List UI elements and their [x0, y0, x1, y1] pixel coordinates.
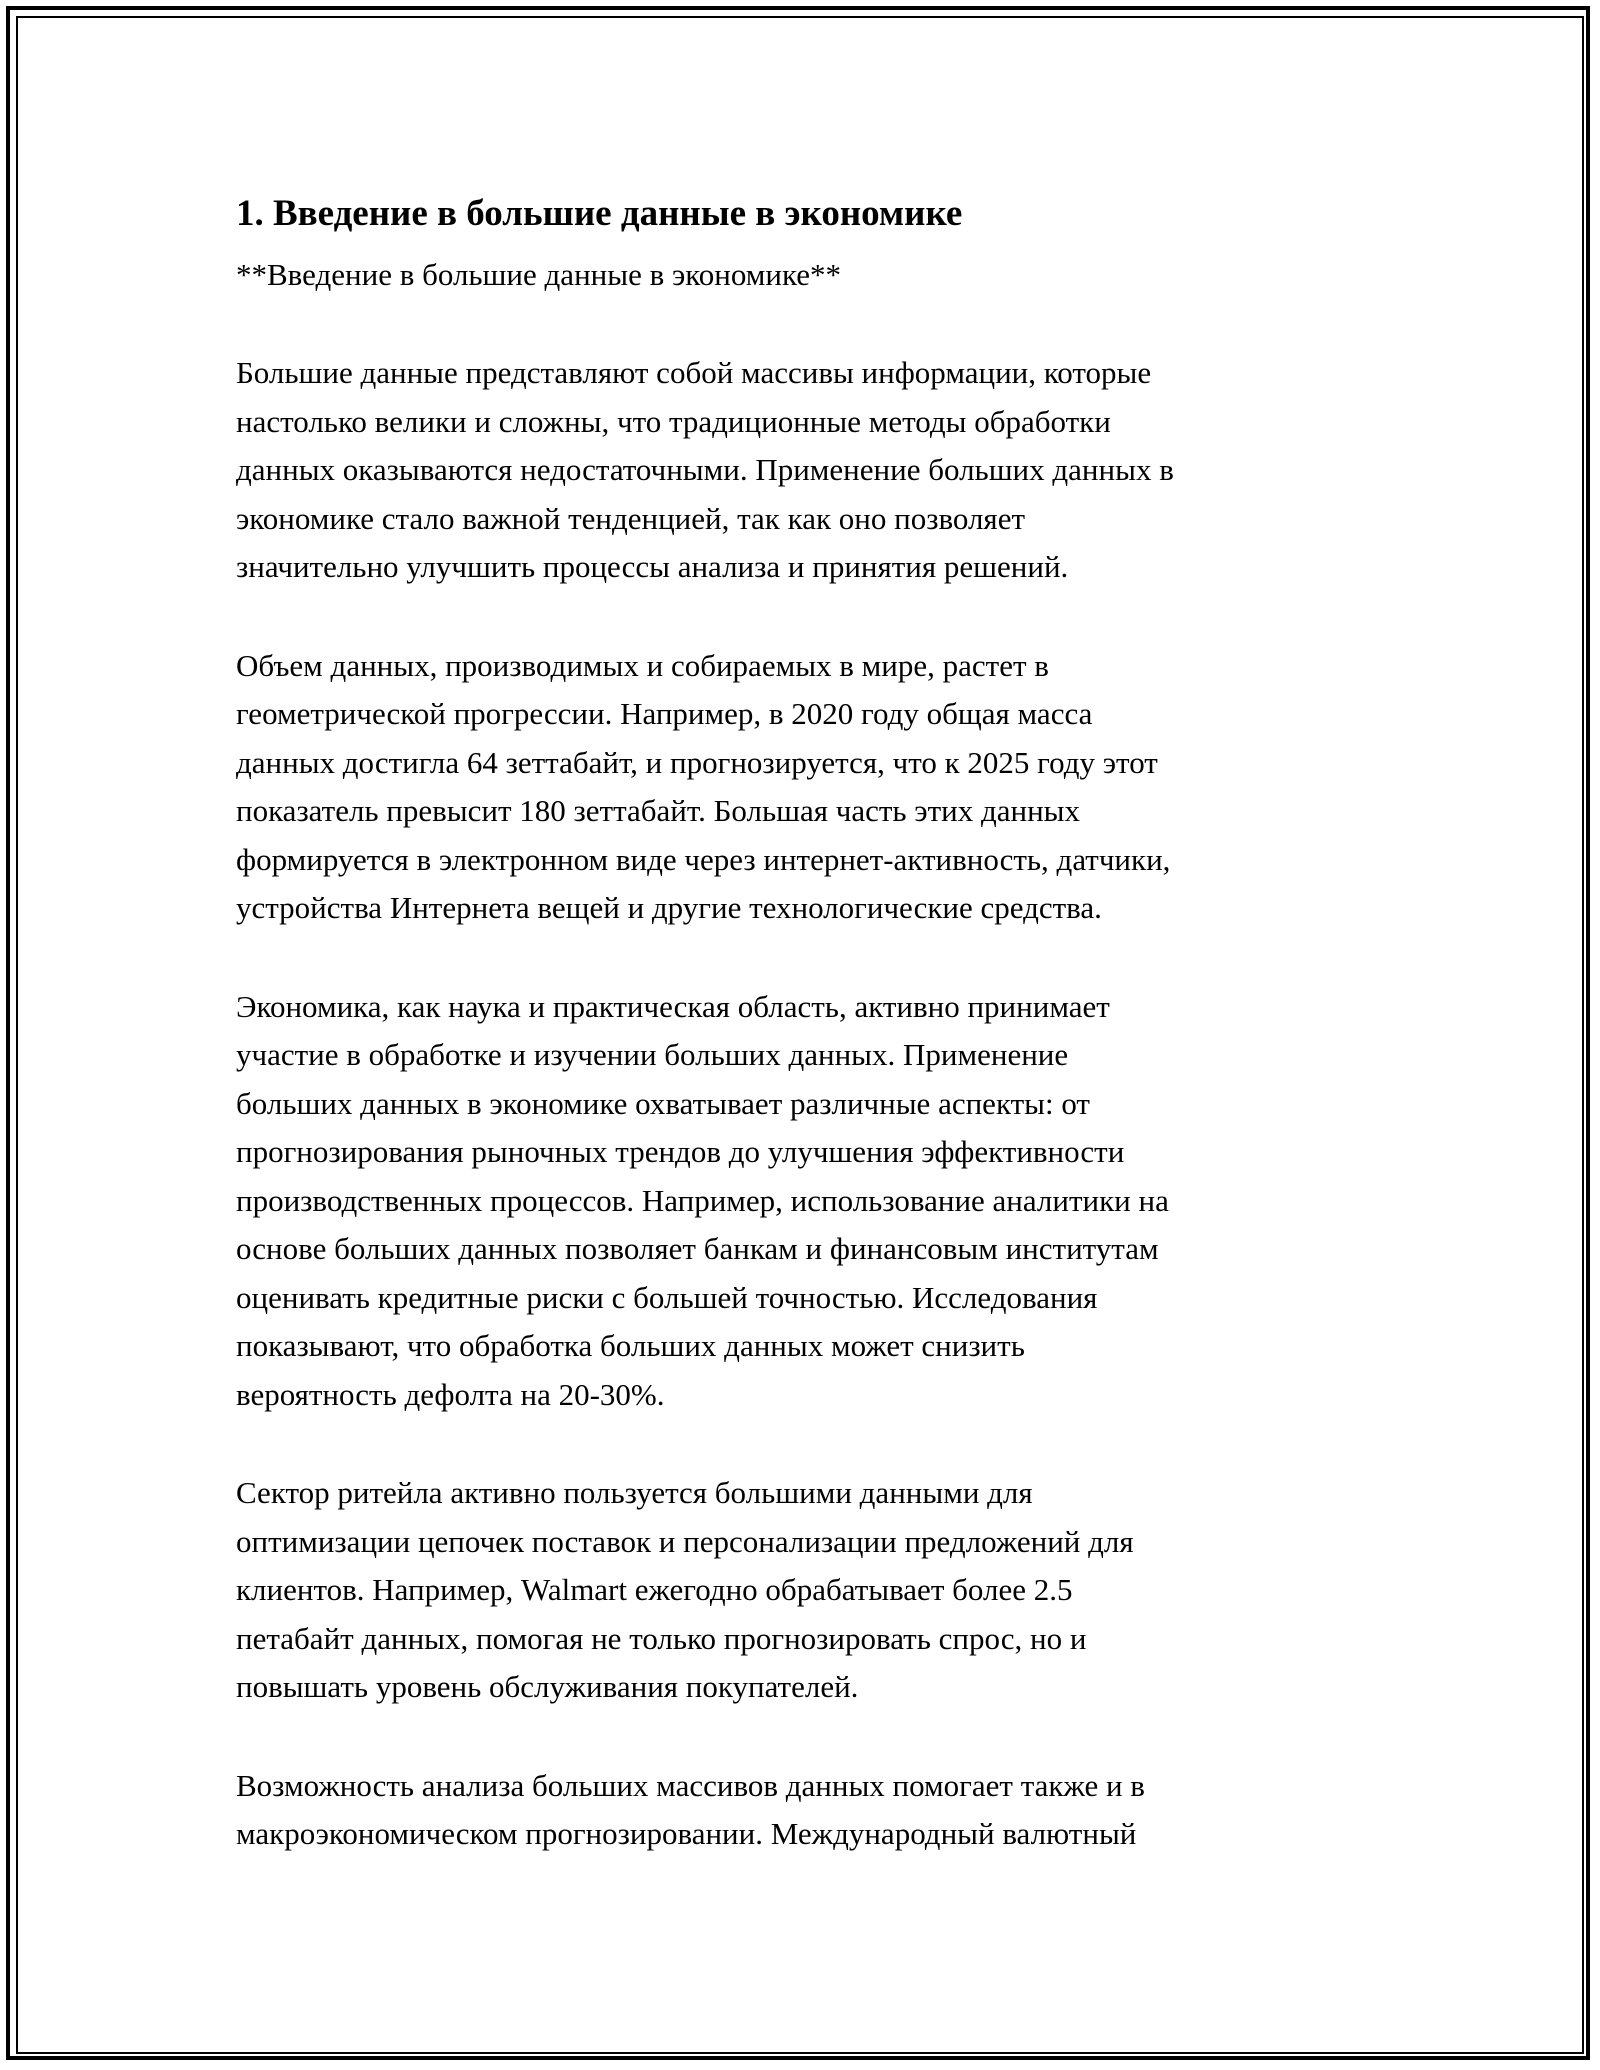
text-line: повышать уровень обслуживания покупателей. — [236, 1669, 859, 1704]
paragraph-retail-sector — [236, 1469, 1366, 1712]
text-line: геометрической прогрессии. Например, в 2020 году общая масса — [236, 696, 1093, 731]
text-line: больших данных в экономике охватывает различные аспекты: от — [236, 1085, 1090, 1121]
paragraph-big-data-definition — [236, 349, 1366, 592]
text-line: данных достигла 64 зеттабайт, и прогнозируется, что к 2025 году этот — [236, 744, 1158, 780]
text-line: данных оказываются недостаточными. Применение больших данных в — [236, 452, 1174, 487]
paragraph-macroeconomic-forecasting — [236, 1762, 1366, 1859]
paragraph-data-volume — [236, 642, 1366, 933]
text-line: макроэкономическом прогнозировании. Международный валютный — [236, 1816, 1137, 1851]
text-line: клиентов. Например, Walmart ежегодно обрабатывает более 2.5 — [236, 1572, 1073, 1607]
text-line: Большие данные представляют собой массивы информации, которые — [236, 355, 1152, 390]
text-line: показывают, что обработка больших данных может снизить — [236, 1328, 1025, 1363]
text-line: основе больших данных позволяет банкам и финансовым институтам — [236, 1231, 1159, 1266]
text-line: участие в обработке и изучении больших данных. Применение — [236, 1037, 1069, 1072]
text-line: оценивать кредитные риски с большей точностью. Исследования — [236, 1279, 1098, 1315]
section-subtitle: **Введение в большие данные в экономике** — [236, 257, 842, 292]
text-line: значительно улучшить процессы анализа и принятия решений. — [236, 549, 1069, 584]
text-line: оптимизации цепочек поставок и персонализации предложений для — [236, 1523, 1134, 1559]
text-line: Объем данных, производимых и собираемых в мире, растет в — [236, 647, 1049, 683]
text-line: вероятность дефолта на 20-30%. — [236, 1376, 665, 1412]
text-line: формируется в электронном виде через интернет-активность, датчики, — [236, 841, 1171, 877]
text-line: прогнозирования рыночных трендов до улучшения эффективности — [236, 1134, 1125, 1169]
text-line: экономике стало важной тенденцией, так как оно позволяет — [236, 500, 1026, 536]
text-line: настолько велики и сложны, что традиционные методы обработки — [236, 403, 1111, 439]
section-heading: 1. Введение в большие данные в экономике — [236, 193, 963, 234]
text-line: Экономика, как наука и практическая область, активно принимает — [236, 988, 1110, 1024]
text-line: петабайт данных, помогая не только прогнозировать спрос, но и — [236, 1620, 1087, 1656]
document-body — [236, 185, 1366, 1859]
text-line: Сектор ритейла активно пользуется большими данными для — [236, 1475, 1033, 1510]
text-line: показатель превысит 180 зеттабайт. Большая часть этих данных — [236, 793, 1081, 828]
text-line: устройства Интернета вещей и другие технологические средства. — [236, 890, 1102, 925]
text-line: Возможность анализа больших массивов данных помогает также и в — [236, 1767, 1145, 1803]
text-line: производственных процессов. Например, использование аналитики на — [236, 1182, 1169, 1218]
paragraph-economics-applications — [236, 983, 1366, 1420]
